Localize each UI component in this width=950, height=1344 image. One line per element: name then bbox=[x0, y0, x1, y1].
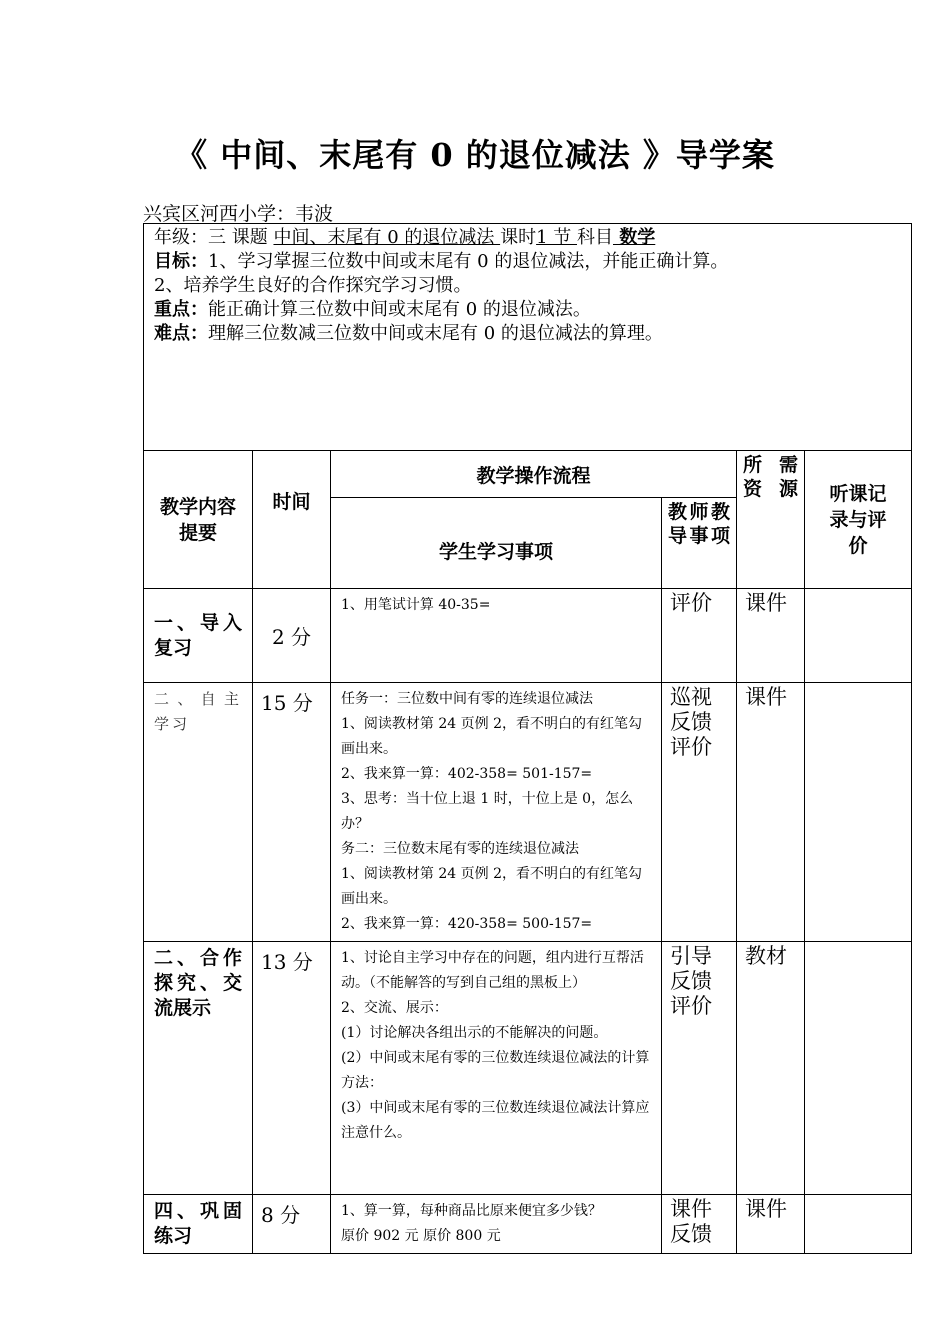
header-flow: 教学操作流程 bbox=[331, 451, 737, 498]
header-resources: 所需资源 bbox=[737, 451, 805, 589]
time-intro: 2 分 bbox=[253, 589, 331, 683]
teacher-self-study: 巡视反馈评价 bbox=[662, 683, 737, 942]
header-content: 教学内容提要 bbox=[144, 451, 253, 589]
content-intro bbox=[331, 589, 662, 683]
header-time: 时间 bbox=[253, 451, 331, 589]
key-text: 能正确计算三位数中间或末尾有 0 的退位减法。 bbox=[208, 299, 591, 320]
section-intro: 一、导入复习 bbox=[144, 589, 253, 683]
content-line: 务二：三位数末尾有零的连续退位减法 bbox=[341, 841, 579, 857]
key-label: 重点： bbox=[154, 299, 208, 320]
header-notes: 听课记录与评价 bbox=[805, 451, 912, 589]
content-line: 2、我来算一算：420-358= 500-157= bbox=[341, 916, 593, 932]
header-teacher: 教师教导事项 bbox=[662, 498, 737, 589]
topic-value: 中间、末尾有 0 的退位减法 bbox=[273, 227, 501, 248]
content-line: 2、交流、展示： bbox=[341, 1000, 448, 1016]
row-cooperation bbox=[144, 942, 912, 1195]
content-cooperation bbox=[331, 942, 662, 1195]
topic-label: 课题 bbox=[231, 227, 268, 248]
time-cooperation: 13 分 bbox=[253, 942, 331, 1195]
content-line: 1、用笔试计算 40-35= bbox=[341, 597, 491, 613]
content-line: 1、讨论自主学习中存在的问题，组内进行互帮活动。（不能解答的写到自己组的黑板上） bbox=[341, 950, 644, 991]
notes-self-study bbox=[805, 683, 912, 942]
goal-1: 1、学习掌握三位数中间或末尾有 0 的退位减法，并能正确计算。 bbox=[208, 251, 729, 272]
section-self-study: 二、自主学习 bbox=[144, 683, 253, 942]
notes-intro bbox=[805, 589, 912, 683]
notes-practice bbox=[805, 1195, 912, 1254]
row-self-study bbox=[144, 683, 912, 942]
content-line: 2、我来算一算：402-358= 501-157= bbox=[341, 766, 593, 782]
content-line: (1）讨论解决各组出示的不能解决的问题。 bbox=[341, 1025, 608, 1041]
goal-2: 2、培养学生良好的合作探究学习习惯。 bbox=[154, 275, 472, 296]
goal-label: 目标： bbox=[154, 251, 208, 272]
row-intro bbox=[144, 589, 912, 683]
teacher-cooperation: 引导反馈评价 bbox=[662, 942, 737, 1195]
subject-value: 数学 bbox=[613, 227, 656, 248]
notes-cooperation bbox=[805, 942, 912, 1195]
period-label: 课时 bbox=[500, 227, 537, 248]
teacher-practice: 课件反馈 bbox=[662, 1195, 737, 1254]
content-line: 1、算一算，每种商品比原来便宜多少钱？ bbox=[341, 1203, 602, 1219]
section-cooperation: 二、合作探究、交流展示 bbox=[144, 942, 253, 1195]
row-practice bbox=[144, 1195, 912, 1254]
resource-cooperation: 教材 bbox=[737, 942, 805, 1195]
resource-self-study: 课件 bbox=[737, 683, 805, 942]
document-title: 《 中间、末尾有 0 的退位减法 》导学案 bbox=[175, 136, 775, 174]
content-line: (2）中间或末尾有零的三位数连续退位减法的计算方法： bbox=[341, 1050, 650, 1091]
content-line: (3）中间或末尾有零的三位数连续退位减法计算应注意什么。 bbox=[341, 1100, 650, 1141]
difficulty-line bbox=[154, 322, 901, 346]
grade-label: 年级：三 bbox=[154, 227, 226, 248]
content-line: 1、阅读教材第 24 页例 2，看不明白的有红笔勾画出来。 bbox=[341, 866, 642, 907]
teacher-intro: 评价 bbox=[662, 589, 737, 683]
lesson-info-cell bbox=[144, 224, 912, 451]
period-value: 1 节 bbox=[536, 227, 577, 248]
time-practice: 8 分 bbox=[253, 1195, 331, 1254]
difficulty-label: 难点： bbox=[154, 323, 208, 344]
resource-practice: 课件 bbox=[737, 1195, 805, 1254]
content-line: 原价 902 元 原价 800 元 bbox=[341, 1228, 501, 1244]
header-row-1 bbox=[144, 451, 912, 498]
content-practice bbox=[331, 1195, 662, 1254]
subject-label: 科目 bbox=[577, 227, 613, 248]
lesson-plan-table bbox=[143, 223, 912, 1254]
time-self-study: 15 分 bbox=[253, 683, 331, 942]
section-practice: 四、巩固练习 bbox=[144, 1195, 253, 1254]
key-point-line bbox=[154, 298, 901, 322]
content-line: 任务一：三位数中间有零的连续退位减法 bbox=[341, 691, 593, 707]
author-line: 兴宾区河西小学：韦波 bbox=[143, 203, 334, 225]
difficulty-text: 理解三位数减三位数中间或末尾有 0 的退位减法的算理。 bbox=[208, 323, 663, 344]
header-student: 学生学习事项 bbox=[331, 498, 662, 589]
content-line: 1、阅读教材第 24 页例 2，看不明白的有红笔勾画出来。 bbox=[341, 716, 642, 757]
content-line: 3、思考：当十位上退 1 时，十位上是 0，怎么办？ bbox=[341, 791, 634, 832]
content-self-study bbox=[331, 683, 662, 942]
goal-line bbox=[154, 250, 901, 274]
meta-line bbox=[154, 226, 901, 250]
info-row bbox=[144, 224, 912, 451]
resource-intro: 课件 bbox=[737, 589, 805, 683]
